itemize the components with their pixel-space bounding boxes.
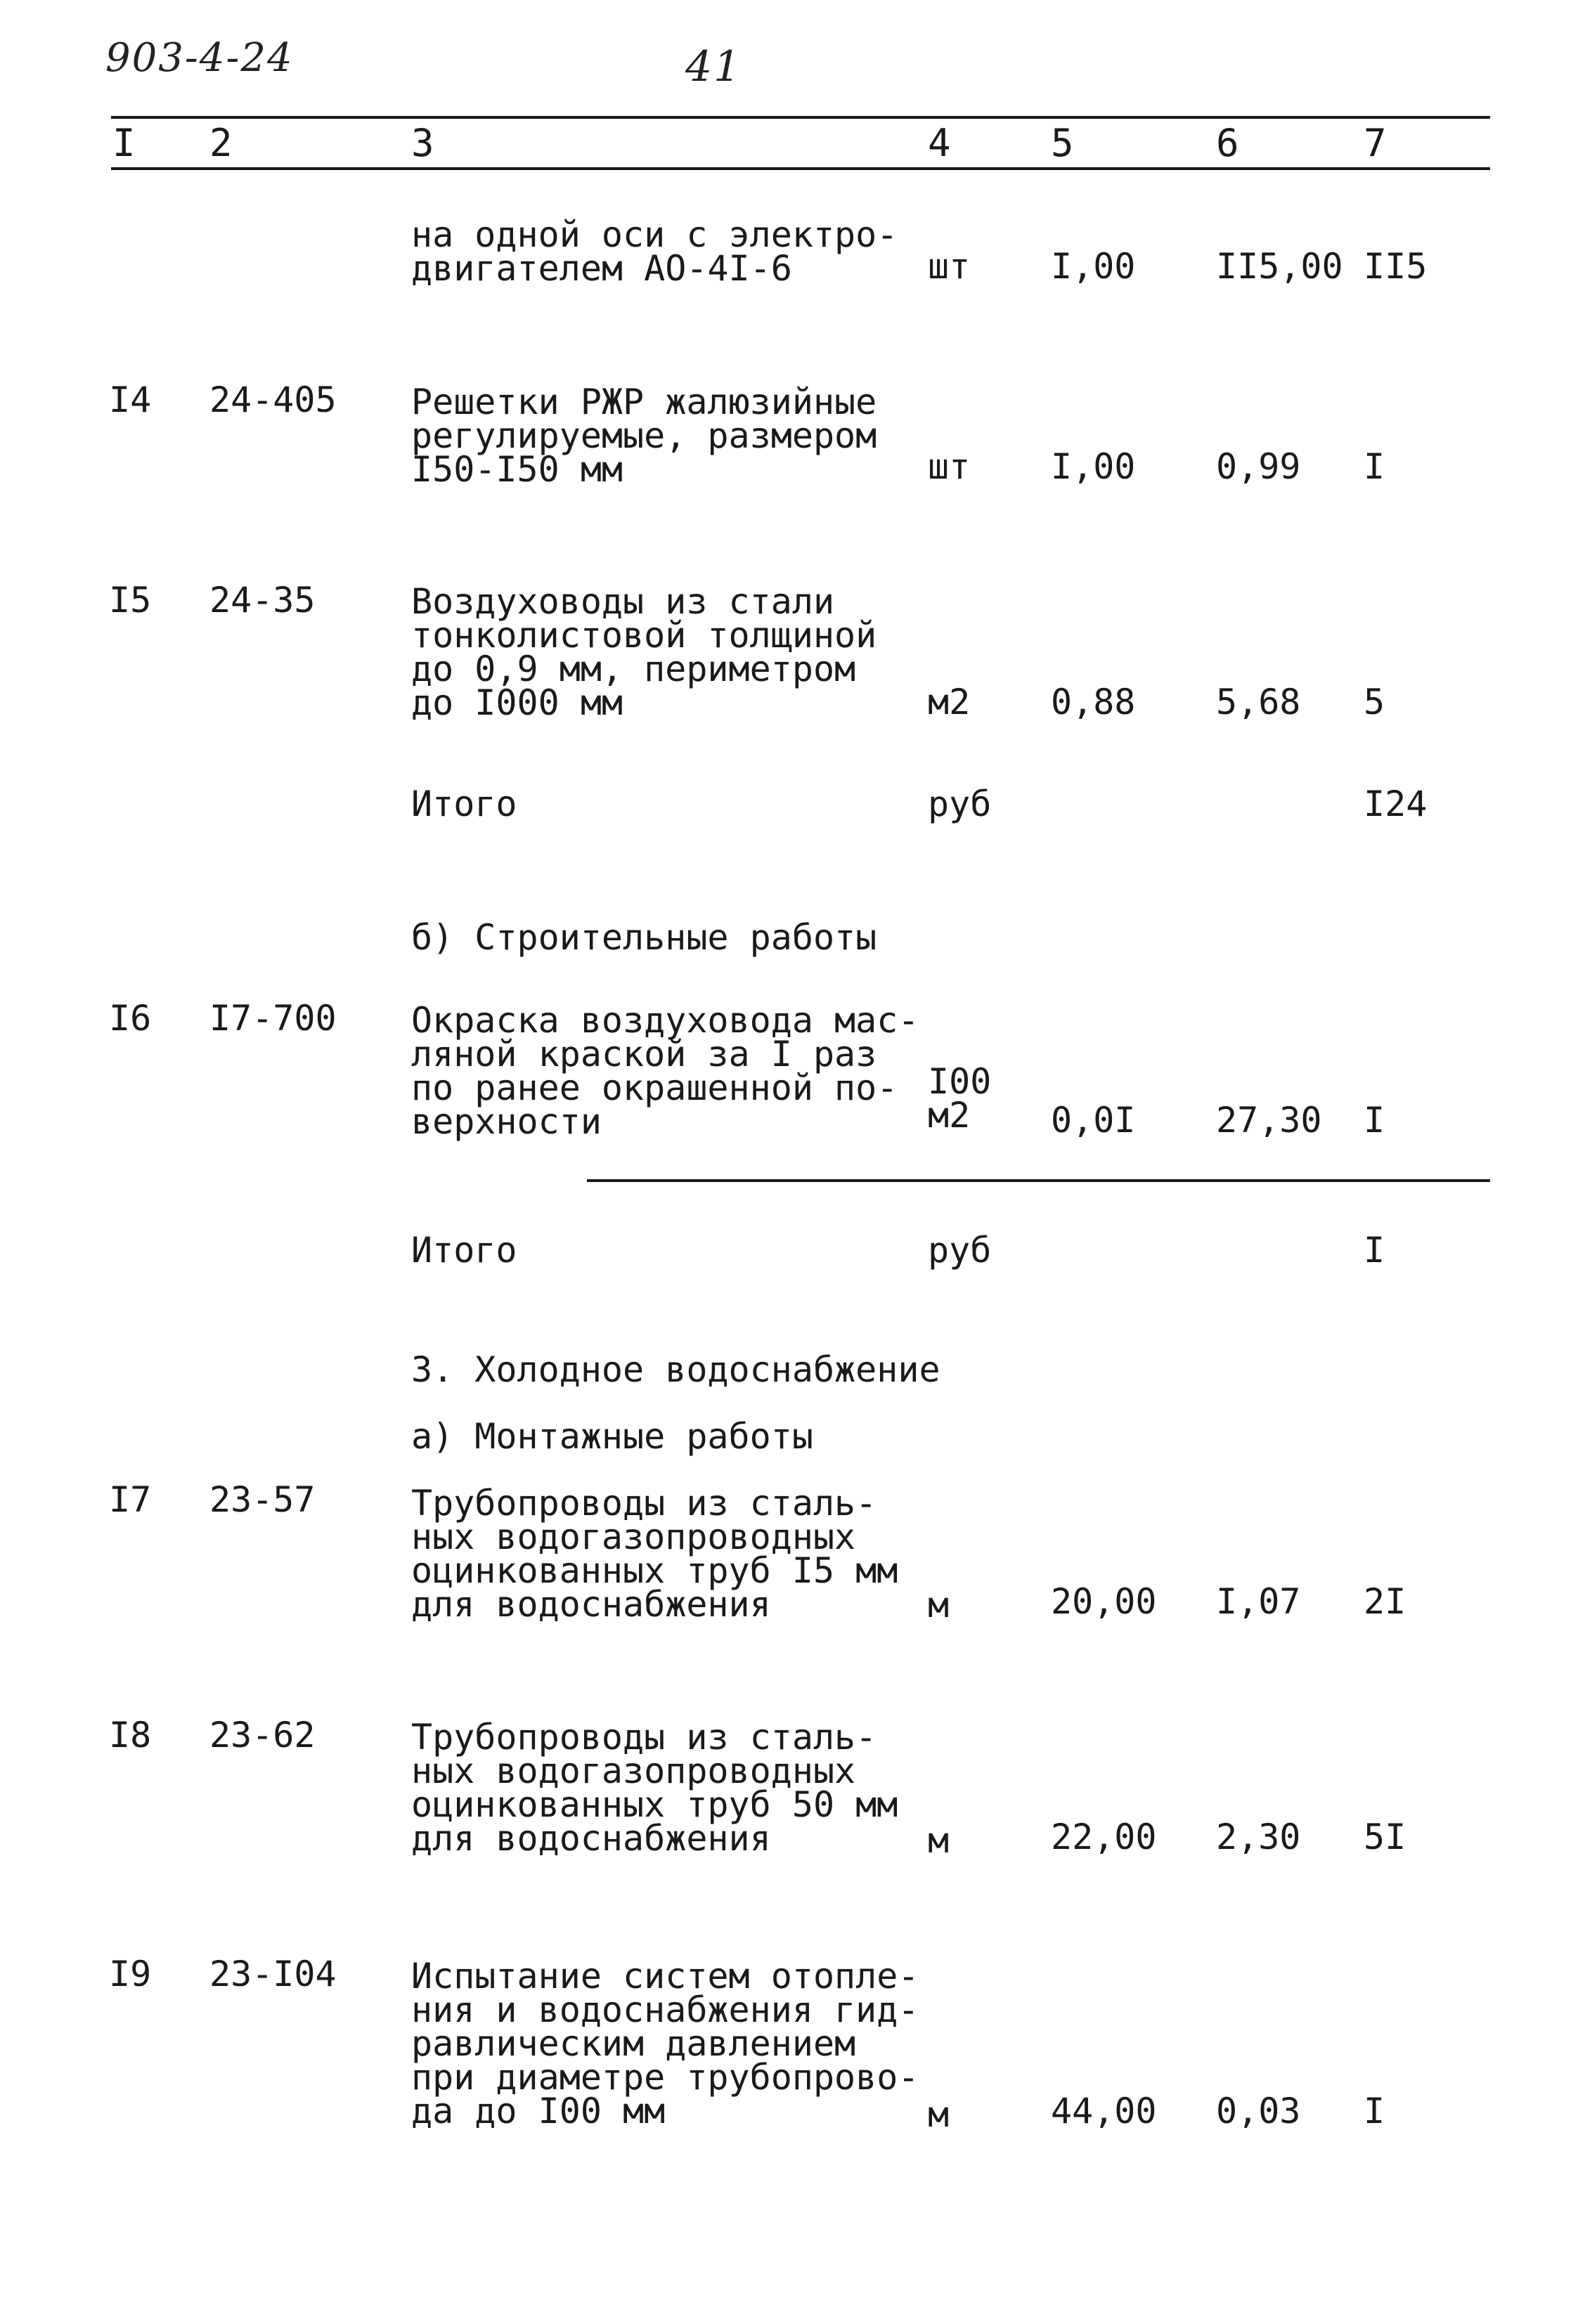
table-row-unit: м: [928, 2094, 950, 2135]
table-row-total: I: [1364, 446, 1385, 487]
table-row-price: II5,00: [1216, 246, 1343, 287]
table-row-qty: 0,88: [1051, 682, 1136, 722]
subtotal-total: I24: [1364, 784, 1428, 824]
table-row-num: I8: [109, 1715, 152, 1755]
table-row-desc: на одной оси с электро- двигателем АО-4I-6: [411, 214, 898, 289]
table-row-num: I6: [109, 998, 152, 1039]
table-row-code: 23-I04: [209, 1954, 337, 1994]
table-row-code: 24-405: [209, 379, 337, 420]
table-row-code: I7-700: [209, 998, 337, 1039]
table-row-total: II5: [1364, 246, 1428, 287]
table-row-price: I,07: [1216, 1581, 1301, 1622]
col-header-5: 5: [1051, 121, 1074, 165]
table-row-qty: I,00: [1051, 446, 1136, 487]
table-row-qty: 22,00: [1051, 1817, 1157, 1857]
header-bottom-rule: [111, 167, 1490, 170]
table-row-unit: м2: [928, 682, 971, 722]
table-row-num: I7: [109, 1479, 152, 1520]
section-heading: 3. Холодное водоснабжение: [411, 1349, 940, 1390]
page-number: 41: [685, 42, 742, 91]
table-row-unit: м: [928, 1820, 950, 1861]
col-header-1: I: [112, 121, 136, 165]
table-row-total: I: [1364, 2091, 1385, 2131]
table-row-total: I: [1364, 1100, 1385, 1141]
table-row-desc: Окраска воздуховода мас- ляной краской за I раз по ранее окрашенной по- верхности: [411, 1000, 919, 1142]
table-row-price: 0,99: [1216, 446, 1301, 487]
subtotal-label: Итого: [411, 1230, 517, 1271]
table-row-desc: Воздуховоды из стали тонколистовой толщиной до 0,9 мм, периметром до I000 мм: [411, 581, 877, 723]
col-header-7: 7: [1364, 121, 1387, 165]
table-row-desc: Трубопроводы из сталь- ных водогазопроводных оцинкованных труб I5 мм для водоснабжения: [411, 1483, 898, 1625]
col-header-2: 2: [209, 121, 233, 165]
table-row-price: 0,03: [1216, 2091, 1301, 2131]
table-row-qty: I,00: [1051, 246, 1136, 287]
table-row-total: 2I: [1364, 1581, 1406, 1622]
table-row-qty: 20,00: [1051, 1581, 1157, 1622]
section-heading: б) Строительные работы: [411, 917, 877, 958]
table-row-unit: I00 м2: [928, 1061, 992, 1136]
subtotal-unit: руб: [928, 1230, 992, 1271]
table-row-price: 5,68: [1216, 682, 1301, 722]
table-row-unit: м: [928, 1585, 950, 1625]
header-top-rule: [111, 116, 1490, 119]
table-row-desc: Трубопроводы из сталь- ных водогазопроводных оцинкованных труб 50 мм для водоснабжения: [411, 1717, 898, 1859]
col-header-3: 3: [411, 121, 434, 165]
col-header-4: 4: [928, 121, 951, 165]
table-row-qty: 0,0I: [1051, 1100, 1136, 1141]
table-row-code: 24-35: [209, 580, 316, 621]
table-row-code: 23-62: [209, 1715, 316, 1755]
table-row-num: I5: [109, 580, 152, 621]
subtotal-label: Итого: [411, 784, 517, 824]
table-row-total: 5I: [1364, 1817, 1406, 1857]
table-row-num: I9: [109, 1954, 152, 1994]
table-row-code: 23-57: [209, 1479, 316, 1520]
table-row-total: 5: [1364, 682, 1385, 722]
doc-code: 903-4-24: [105, 35, 294, 81]
table-row-desc: Испытание систем отопле- ния и водоснабжения гид- равлическим давлением при диаметре трубопрово- да до I00 мм: [411, 1956, 919, 2131]
table-row-price: 27,30: [1216, 1100, 1322, 1141]
table-row-desc: Решетки РЖР жалюзийные регулируемые, размером I50-I50 мм: [411, 382, 877, 490]
subtotal-unit: руб: [928, 784, 992, 824]
table-row-unit: шт: [928, 246, 971, 287]
table-row-unit: шт: [928, 446, 971, 487]
table-row-qty: 44,00: [1051, 2091, 1157, 2131]
section-subheading: а) Монтажные работы: [411, 1416, 813, 1457]
table-row-num: I4: [109, 379, 152, 420]
subtotal-rule: [587, 1179, 1490, 1182]
table-row-price: 2,30: [1216, 1817, 1301, 1857]
subtotal-total: I: [1364, 1230, 1385, 1271]
col-header-6: 6: [1216, 121, 1239, 165]
